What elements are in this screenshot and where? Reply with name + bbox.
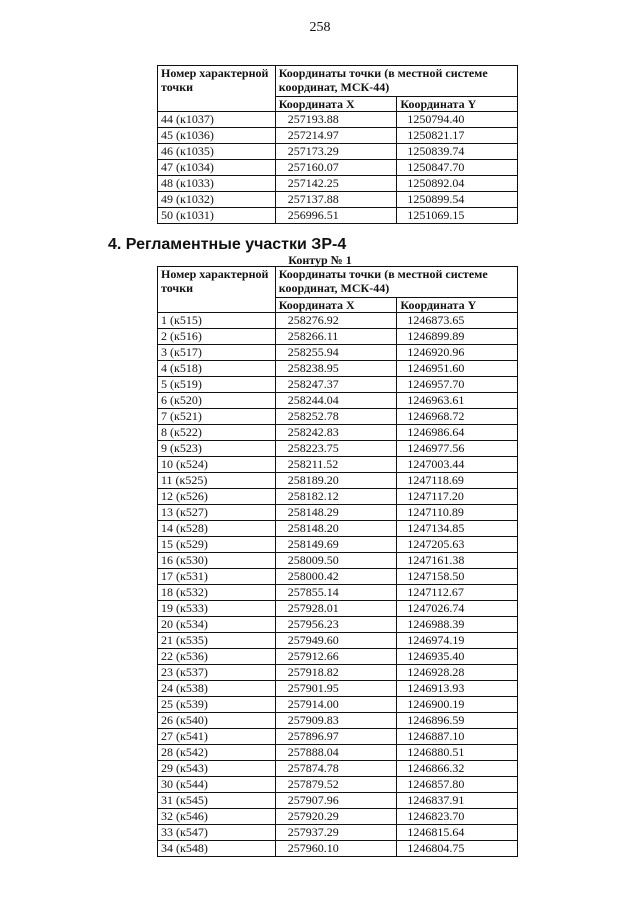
coordinate-y-cell: 1246873.65 <box>397 313 518 329</box>
coordinate-y-cell: 1246866.32 <box>397 761 518 777</box>
point-number-cell: 27 (к541) <box>158 729 276 745</box>
table-row <box>158 441 518 457</box>
coordinate-y-cell: 1246951.60 <box>397 361 518 377</box>
coordinate-x-cell: 258276.92 <box>275 313 397 329</box>
table-row <box>158 176 518 192</box>
table-row <box>158 809 518 825</box>
coordinate-x-cell: 257193.88 <box>275 112 397 128</box>
point-number-cell: 47 (к1034) <box>158 160 276 176</box>
coordinate-x-cell: 257888.04 <box>275 745 397 761</box>
table-row <box>158 793 518 809</box>
header-point-number: Номер характерной точки <box>158 267 276 313</box>
point-number-cell: 22 (к536) <box>158 649 276 665</box>
point-number-cell: 28 (к542) <box>158 745 276 761</box>
point-number-cell: 6 (к520) <box>158 393 276 409</box>
coordinate-x-cell: 257214.97 <box>275 128 397 144</box>
point-number-cell: 33 (к547) <box>158 825 276 841</box>
table-row <box>158 377 518 393</box>
table-row <box>158 361 518 377</box>
coordinate-x-cell: 257914.00 <box>275 697 397 713</box>
point-number-cell: 48 (к1033) <box>158 176 276 192</box>
table-row <box>158 425 518 441</box>
coordinate-x-cell: 258242.83 <box>275 425 397 441</box>
table-row <box>158 553 518 569</box>
coordinate-x-cell: 258238.95 <box>275 361 397 377</box>
header-coordinates: Координаты точки (в местной системе координат, МСК-44) <box>275 66 517 97</box>
table-2-body <box>158 313 518 857</box>
table-row <box>158 761 518 777</box>
point-number-cell: 20 (к534) <box>158 617 276 633</box>
coordinate-y-cell: 1251069.15 <box>397 208 518 224</box>
table-row <box>158 665 518 681</box>
table-row <box>158 112 518 128</box>
table-1-body <box>158 112 518 224</box>
point-number-cell: 11 (к525) <box>158 473 276 489</box>
coordinate-x-cell: 257937.29 <box>275 825 397 841</box>
point-number-cell: 1 (к515) <box>158 313 276 329</box>
coordinate-x-cell: 257912.66 <box>275 649 397 665</box>
coordinate-x-cell: 258252.78 <box>275 409 397 425</box>
table-row <box>158 473 518 489</box>
header-y: Координата Y <box>397 298 518 313</box>
table-row <box>158 128 518 144</box>
coordinate-y-cell: 1247112.67 <box>397 585 518 601</box>
table-row <box>158 713 518 729</box>
coordinate-y-cell: 1246899.89 <box>397 329 518 345</box>
point-number-cell: 26 (к540) <box>158 713 276 729</box>
coordinate-x-cell: 257949.60 <box>275 633 397 649</box>
coordinate-x-cell: 258189.20 <box>275 473 397 489</box>
coordinate-y-cell: 1250899.54 <box>397 192 518 208</box>
coordinate-x-cell: 258009.50 <box>275 553 397 569</box>
point-number-cell: 8 (к522) <box>158 425 276 441</box>
coordinate-y-cell: 1247118.69 <box>397 473 518 489</box>
table-row <box>158 777 518 793</box>
table-row <box>158 729 518 745</box>
coordinate-x-cell: 257896.97 <box>275 729 397 745</box>
coordinate-y-cell: 1246837.91 <box>397 793 518 809</box>
point-number-cell: 49 (к1032) <box>158 192 276 208</box>
table-row <box>158 505 518 521</box>
coordinates-table-1 <box>157 65 518 224</box>
coordinate-x-cell: 257855.14 <box>275 585 397 601</box>
coordinate-y-cell: 1247117.20 <box>397 489 518 505</box>
coordinate-y-cell: 1250794.40 <box>397 112 518 128</box>
point-number-cell: 45 (к1036) <box>158 128 276 144</box>
coordinates-table-2 <box>157 266 518 857</box>
table-row <box>158 393 518 409</box>
coordinate-y-cell: 1247134.85 <box>397 521 518 537</box>
point-number-cell: 50 (к1031) <box>158 208 276 224</box>
page-number: 258 <box>309 20 331 35</box>
coordinate-y-cell: 1246880.51 <box>397 745 518 761</box>
table-row <box>158 144 518 160</box>
table-row <box>158 409 518 425</box>
coordinate-y-cell: 1247003.44 <box>397 457 518 473</box>
point-number-cell: 4 (к518) <box>158 361 276 377</box>
table-row <box>158 457 518 473</box>
header-point-number: Номер характерной точки <box>158 66 276 112</box>
point-number-cell: 10 (к524) <box>158 457 276 473</box>
table-row <box>158 697 518 713</box>
point-number-cell: 30 (к544) <box>158 777 276 793</box>
table-row <box>158 681 518 697</box>
table-row <box>158 345 518 361</box>
coordinate-y-cell: 1246920.96 <box>397 345 518 361</box>
coordinate-x-cell: 258223.75 <box>275 441 397 457</box>
coordinate-y-cell: 1246968.72 <box>397 409 518 425</box>
coordinate-y-cell: 1246823.70 <box>397 809 518 825</box>
table-row <box>158 745 518 761</box>
coordinate-y-cell: 1247110.89 <box>397 505 518 521</box>
coordinate-y-cell: 1246815.64 <box>397 825 518 841</box>
coordinate-x-cell: 258247.37 <box>275 377 397 393</box>
table-row <box>158 825 518 841</box>
point-number-cell: 5 (к519) <box>158 377 276 393</box>
coordinate-y-cell: 1246804.75 <box>397 841 518 857</box>
header-y: Координата Y <box>397 97 518 112</box>
coordinate-y-cell: 1250847.70 <box>397 160 518 176</box>
coordinate-x-cell: 258255.94 <box>275 345 397 361</box>
coordinate-x-cell: 258244.04 <box>275 393 397 409</box>
header-x: Координата X <box>275 298 397 313</box>
coordinate-x-cell: 258148.20 <box>275 521 397 537</box>
coordinate-x-cell: 257901.95 <box>275 681 397 697</box>
coordinate-y-cell: 1246928.28 <box>397 665 518 681</box>
coordinate-x-cell: 257879.52 <box>275 777 397 793</box>
point-number-cell: 34 (к548) <box>158 841 276 857</box>
table-row <box>158 841 518 857</box>
header-coordinates: Координаты точки (в местной системе координат, МСК-44) <box>275 267 517 298</box>
coordinate-y-cell: 1250821.17 <box>397 128 518 144</box>
coordinate-x-cell: 257137.88 <box>275 192 397 208</box>
coordinate-y-cell: 1247026.74 <box>397 601 518 617</box>
point-number-cell: 18 (к532) <box>158 585 276 601</box>
point-number-cell: 16 (к530) <box>158 553 276 569</box>
point-number-cell: 21 (к535) <box>158 633 276 649</box>
point-number-cell: 2 (к516) <box>158 329 276 345</box>
coordinate-y-cell: 1250892.04 <box>397 176 518 192</box>
table-row <box>158 192 518 208</box>
table-row <box>158 633 518 649</box>
coordinate-y-cell: 1246957.70 <box>397 377 518 393</box>
coordinate-y-cell: 1247161.38 <box>397 553 518 569</box>
header-x: Координата X <box>275 97 397 112</box>
table-row <box>158 585 518 601</box>
coordinate-y-cell: 1246900.19 <box>397 697 518 713</box>
coordinate-x-cell: 258266.11 <box>275 329 397 345</box>
coordinate-x-cell: 257928.01 <box>275 601 397 617</box>
coordinate-x-cell: 258000.42 <box>275 569 397 585</box>
table-row <box>158 160 518 176</box>
point-number-cell: 31 (к545) <box>158 793 276 809</box>
point-number-cell: 9 (к523) <box>158 441 276 457</box>
point-number-cell: 23 (к537) <box>158 665 276 681</box>
coordinate-y-cell: 1246977.56 <box>397 441 518 457</box>
point-number-cell: 44 (к1037) <box>158 112 276 128</box>
table-row <box>158 521 518 537</box>
coordinate-x-cell: 257160.07 <box>275 160 397 176</box>
coordinate-x-cell: 258182.12 <box>275 489 397 505</box>
coordinate-y-cell: 1246935.40 <box>397 649 518 665</box>
point-number-cell: 14 (к528) <box>158 521 276 537</box>
point-number-cell: 15 (к529) <box>158 537 276 553</box>
point-number-cell: 25 (к539) <box>158 697 276 713</box>
table-row <box>158 313 518 329</box>
point-number-cell: 32 (к546) <box>158 809 276 825</box>
coordinate-x-cell: 258211.52 <box>275 457 397 473</box>
coordinate-x-cell: 257142.25 <box>275 176 397 192</box>
coordinate-x-cell: 257920.29 <box>275 809 397 825</box>
table-row <box>158 601 518 617</box>
coordinate-x-cell: 258149.69 <box>275 537 397 553</box>
coordinate-y-cell: 1246887.10 <box>397 729 518 745</box>
coordinate-x-cell: 257874.78 <box>275 761 397 777</box>
contour-title: Контур № 1 <box>288 253 352 267</box>
section-title: 4. Регламентные участки ЗР-4 <box>108 236 347 253</box>
coordinate-y-cell: 1246986.64 <box>397 425 518 441</box>
point-number-cell: 46 (к1035) <box>158 144 276 160</box>
coordinate-x-cell: 257960.10 <box>275 841 397 857</box>
point-number-cell: 29 (к543) <box>158 761 276 777</box>
table-row <box>158 537 518 553</box>
coordinate-y-cell: 1246896.59 <box>397 713 518 729</box>
coordinate-y-cell: 1246963.61 <box>397 393 518 409</box>
point-number-cell: 7 (к521) <box>158 409 276 425</box>
coordinate-y-cell: 1250839.74 <box>397 144 518 160</box>
coordinate-y-cell: 1246913.93 <box>397 681 518 697</box>
coordinate-x-cell: 256996.51 <box>275 208 397 224</box>
point-number-cell: 24 (к538) <box>158 681 276 697</box>
coordinate-y-cell: 1247205.63 <box>397 537 518 553</box>
coordinate-y-cell: 1246988.39 <box>397 617 518 633</box>
coordinate-x-cell: 257956.23 <box>275 617 397 633</box>
coordinate-x-cell: 257907.96 <box>275 793 397 809</box>
point-number-cell: 13 (к527) <box>158 505 276 521</box>
table-row <box>158 569 518 585</box>
table-row <box>158 489 518 505</box>
table-row <box>158 617 518 633</box>
table-row <box>158 649 518 665</box>
point-number-cell: 12 (к526) <box>158 489 276 505</box>
coordinate-x-cell: 257909.83 <box>275 713 397 729</box>
coordinate-y-cell: 1246974.19 <box>397 633 518 649</box>
table-row <box>158 329 518 345</box>
point-number-cell: 3 (к517) <box>158 345 276 361</box>
coordinate-x-cell: 257173.29 <box>275 144 397 160</box>
point-number-cell: 19 (к533) <box>158 601 276 617</box>
coordinate-x-cell: 257918.82 <box>275 665 397 681</box>
coordinate-y-cell: 1247158.50 <box>397 569 518 585</box>
point-number-cell: 17 (к531) <box>158 569 276 585</box>
table-row <box>158 208 518 224</box>
coordinate-x-cell: 258148.29 <box>275 505 397 521</box>
coordinate-y-cell: 1246857.80 <box>397 777 518 793</box>
